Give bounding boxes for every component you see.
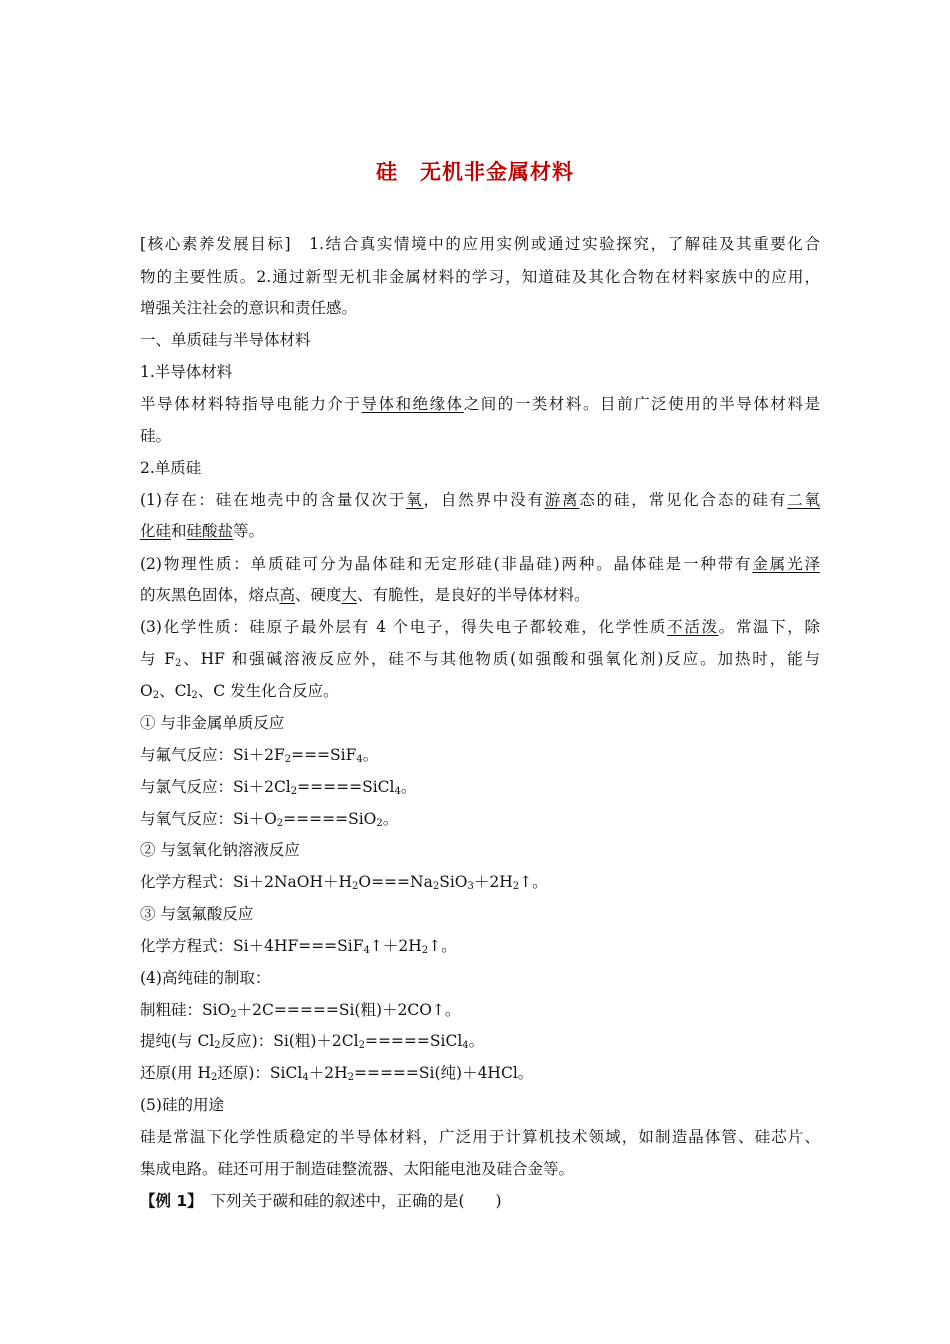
- text-run: 、C 发生化合反应。: [197, 682, 339, 700]
- equation-chlorine: [140, 776, 820, 798]
- text-run: 。: [382, 810, 399, 828]
- answer-underline: 高: [279, 586, 296, 604]
- paragraph-uses-2: 集成电路。硅还可用于制造硅整流器、太阳能电池及硅合金等。: [140, 1160, 575, 1178]
- answer-underline: 硅酸盐: [186, 522, 234, 540]
- text-run: =====SiCl: [297, 778, 395, 796]
- text-run: 、HF 和强碱溶液反应外，硅不与其他物质(如强酸和强氧化剂)反应。加热时，能与: [181, 650, 820, 668]
- equation-oxygen: [140, 808, 820, 830]
- text-run: ＋2C=====Si(粗)＋2CO↑。: [236, 1001, 461, 1019]
- subscript: 3: [467, 881, 474, 892]
- subscript: 2: [214, 1040, 221, 1051]
- goal-line-3: 增强关注社会的意识和责任感。: [140, 299, 358, 317]
- text-run: ，自然界中没有: [423, 491, 545, 509]
- reaction-heading-3: ③ 与氢氟酸反应: [140, 905, 254, 923]
- subscript: 2: [174, 658, 182, 669]
- text-run: O: [140, 682, 153, 700]
- subscript: 2: [191, 690, 198, 701]
- subscript: 4: [363, 945, 370, 956]
- subscript: 2: [421, 945, 429, 956]
- goal-line-2: 物的主要性质。2.通过新型无机非金属材料的学习，知道硅及其化合物在材料家族中的应用，: [140, 268, 820, 286]
- subheading-silicon: 2.单质硅: [140, 459, 202, 477]
- text-run: 与 F: [140, 650, 175, 668]
- text-run: 和: [171, 522, 187, 540]
- paragraph-physical-2: [140, 584, 820, 606]
- text-run: 提纯(与 Cl: [140, 1032, 215, 1050]
- text-run: 反应)：Si(粗)＋2Cl: [220, 1032, 359, 1050]
- section-heading-1: 一、单质硅与半导体材料: [140, 331, 311, 349]
- text-run: 。: [468, 1032, 485, 1050]
- text-run: 半导体材料特指导电能力介于: [140, 395, 362, 413]
- paragraph-existence-1: [140, 489, 820, 511]
- text-run: ↑＋2H: [369, 937, 422, 955]
- text-run: 、有脆性，是良好的半导体材料。: [357, 586, 590, 604]
- answer-underline: 化硅: [140, 522, 172, 540]
- text-run: 下列关于碳和硅的叙述中，正确的是( ): [194, 1192, 502, 1210]
- text-run: ===SiF: [291, 746, 357, 764]
- reaction-heading-2: ② 与氢氧化钠溶液反应: [140, 841, 300, 859]
- text-run: 、硬度: [295, 586, 342, 604]
- example-label: 【例 1】: [140, 1192, 195, 1210]
- equation-refining: [140, 1030, 820, 1052]
- reaction-heading-1: ① 与非金属单质反应: [140, 714, 285, 732]
- answer-underline: 大: [341, 586, 358, 604]
- equation-naoh: [140, 871, 820, 893]
- text-run: (3)化学性质：硅原子最外层有 4 个电子，得失电子都较难，化学性质: [140, 618, 668, 636]
- text-run: O===Na: [358, 873, 433, 891]
- paragraph-chemical-2: [140, 648, 820, 670]
- subscript: 2: [347, 1072, 354, 1083]
- text-run: ＋2H: [308, 1064, 348, 1082]
- text-run: 与氧气反应：Si＋O: [140, 810, 277, 828]
- subscript: 2: [376, 818, 383, 829]
- text-run: SiO: [439, 873, 468, 891]
- subscript: 4: [356, 754, 363, 765]
- text-run: 化学方程式：Si＋2NaOH＋H: [140, 873, 352, 891]
- equation-hf: [140, 935, 820, 957]
- text-run: ＋2H: [473, 873, 513, 891]
- subscript: 2: [290, 786, 298, 797]
- paragraph-semiconductor-2: 硅。: [140, 427, 172, 445]
- text-run: 、Cl: [159, 682, 192, 700]
- text-run: 态的硅，常见化合态的硅有: [579, 491, 788, 509]
- page-title: [0, 156, 950, 186]
- subscript: 2: [152, 690, 160, 701]
- subscript: 4: [394, 786, 401, 797]
- text-run: =====SiO: [283, 810, 377, 828]
- text-run: 的灰黑色固体，熔点: [140, 586, 280, 604]
- text-run: (2)物理性质：单质硅可分为晶体硅和无定形硅(非晶硅)两种。晶体硅是一种带有: [140, 555, 753, 573]
- answer-underline: 导体和绝缘体: [361, 395, 464, 413]
- subscript: 2: [432, 881, 440, 892]
- subscript: 2: [512, 881, 520, 892]
- subheading-purification: (4)高纯硅的制取：: [140, 969, 271, 987]
- text-run: 与氟气反应：Si＋2F: [140, 746, 285, 764]
- subscript: 2: [351, 881, 359, 892]
- paragraph-uses-1: 硅是常温下化学性质稳定的半导体材料，广泛用于计算机技术领域，如制造晶体管、硅芯片、: [140, 1128, 820, 1146]
- equation-fluorine: [140, 744, 820, 766]
- example-question: [140, 1190, 820, 1212]
- title-part-1: 硅: [376, 160, 398, 184]
- title-part-2: 无机非金属材料: [420, 160, 574, 184]
- text-run: 还原(用 H: [140, 1064, 211, 1082]
- equation-crude-silicon: [140, 999, 820, 1021]
- answer-underline: 金属光泽: [752, 555, 820, 573]
- paragraph-chemical-1: [140, 616, 820, 638]
- subscript: 4: [302, 1072, 309, 1083]
- text-run: (1)存在：硅在地壳中的含量仅次于: [140, 491, 407, 509]
- text-run: 还原)：SiCl: [217, 1064, 303, 1082]
- paragraph-semiconductor-1: [140, 393, 820, 415]
- text-run: 之间的一类材料。目前广泛使用的半导体材料是: [463, 395, 820, 413]
- equation-reduction: [140, 1062, 820, 1084]
- paragraph-chemical-3: [140, 680, 820, 702]
- subheading-uses: (5)硅的用途: [140, 1096, 224, 1114]
- text-run: 等。: [233, 522, 265, 540]
- subheading-semiconductor: 1.半导体材料: [140, 363, 233, 381]
- text-run: ↑。: [519, 873, 548, 891]
- goal-line-1: [核心素养发展目标] 1.结合真实情境中的应用实例或通过实验探究，了解硅及其重要化合: [140, 235, 820, 253]
- text-run: 。: [400, 778, 417, 796]
- text-run: 与氯气反应：Si＋2Cl: [140, 778, 291, 796]
- answer-underline: 不活泼: [667, 618, 719, 636]
- text-run: 化学方程式：Si＋4HF===SiF: [140, 937, 364, 955]
- text-run: 。: [362, 746, 379, 764]
- subscript: 2: [211, 1072, 218, 1083]
- text-run: =====SiCl: [364, 1032, 463, 1050]
- subscript: 2: [358, 1040, 365, 1051]
- answer-underline: 游离: [544, 491, 580, 509]
- answer-underline: 氧: [406, 491, 424, 509]
- answer-underline: 二氧: [787, 491, 820, 509]
- paragraph-physical-1: [140, 553, 820, 575]
- text-run: =====Si(纯)＋4HCl。: [353, 1064, 534, 1082]
- subscript: 2: [230, 1009, 237, 1020]
- text-run: 。常温下，除: [718, 618, 820, 636]
- paragraph-existence-2: [140, 520, 820, 542]
- text-run: 制粗硅：SiO: [140, 1001, 231, 1019]
- subscript: 2: [276, 818, 284, 829]
- text-run: ↑。: [428, 937, 457, 955]
- subscript: 4: [462, 1040, 469, 1051]
- subscript: 2: [284, 754, 292, 765]
